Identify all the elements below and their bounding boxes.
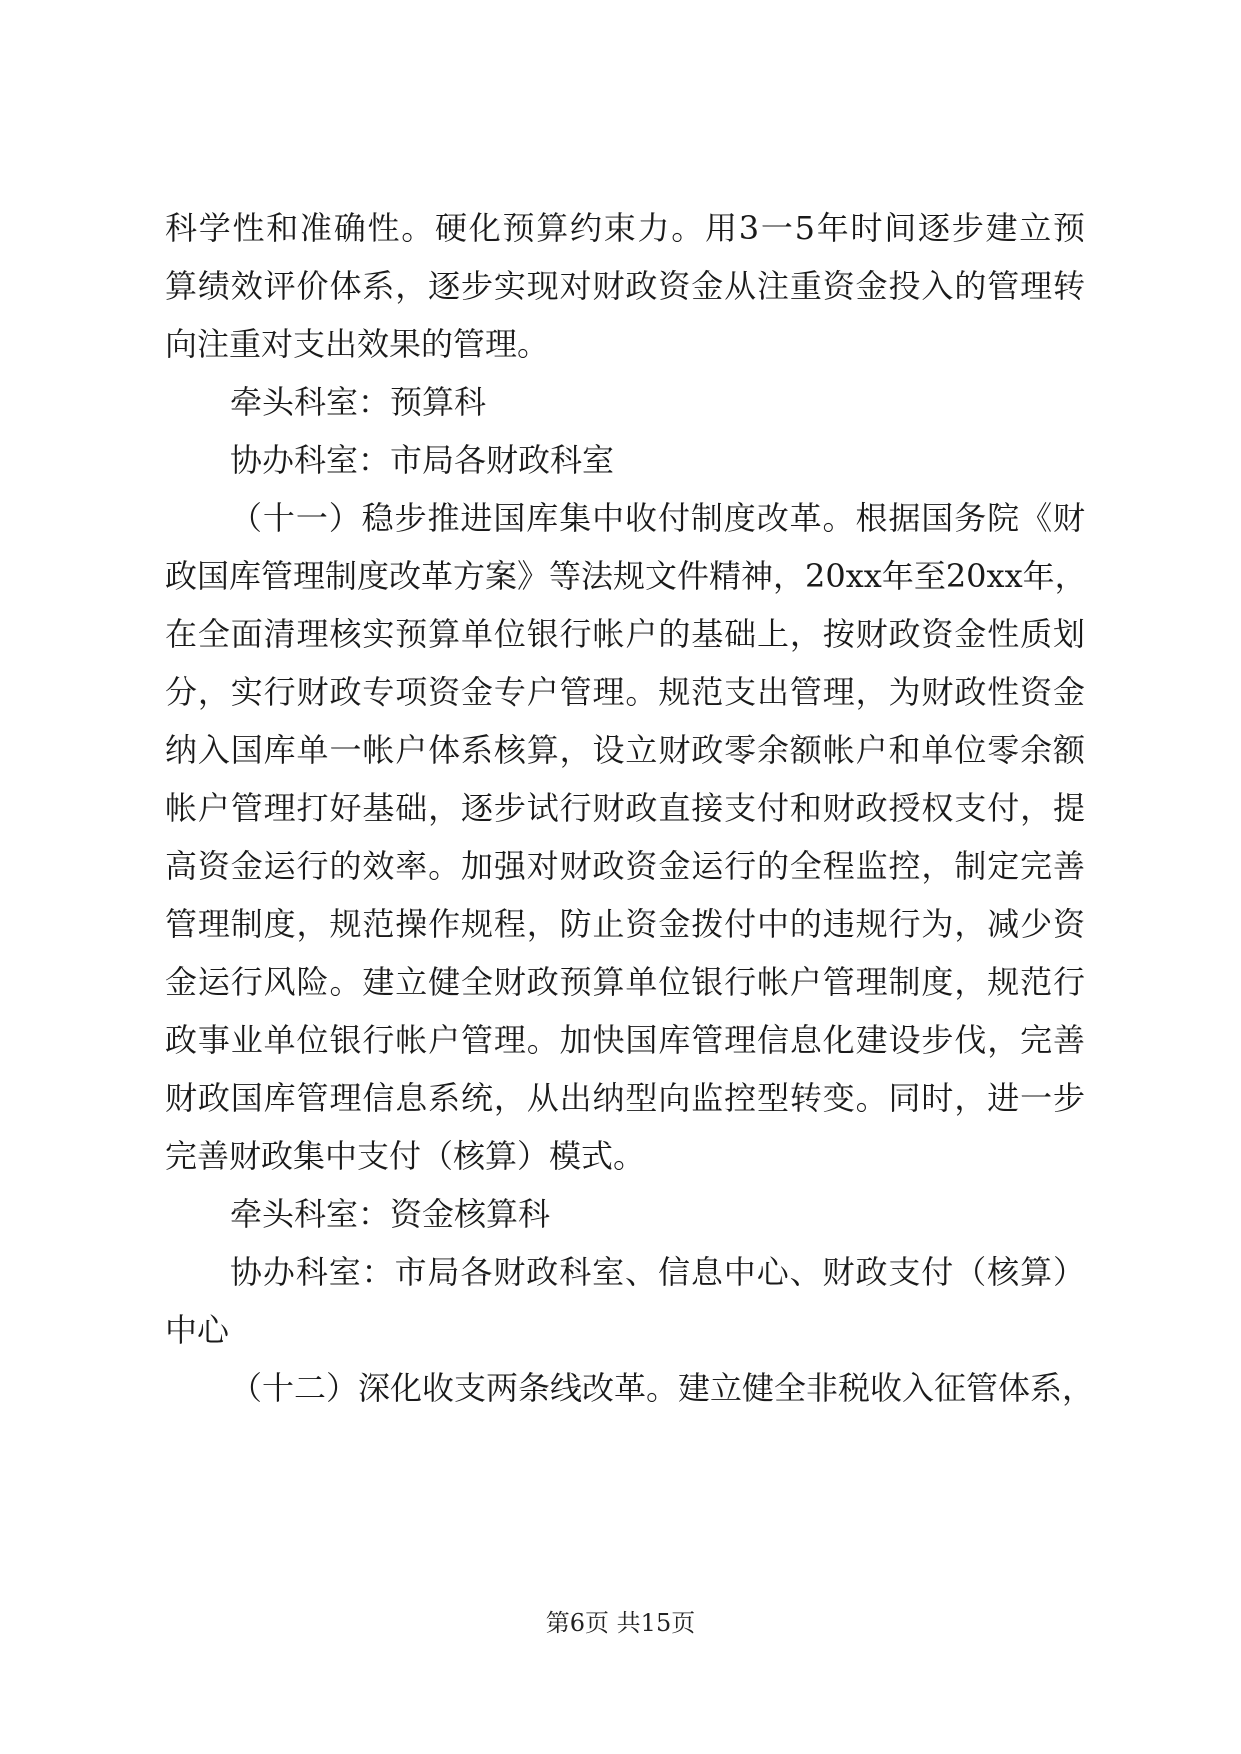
text-line: 分，实行财政专项资金专户管理。规范支出管理，为财政性资金	[165, 673, 1085, 711]
text-line: 财政国库管理信息系统，从出纳型向监控型转变。同时，进一步	[165, 1079, 1085, 1117]
text-line: 金运行风险。建立健全财政预算单位银行帐户管理制度，规范行	[165, 963, 1085, 1001]
text-line: 完善财政集中支付（核算）模式。	[165, 1137, 646, 1175]
text-line: 算绩效评价体系，逐步实现对财政资金从注重资金投入的管理转	[165, 267, 1085, 305]
lead-department-line: 牵头科室：资金核算科	[230, 1195, 551, 1233]
text-line: 中心	[165, 1311, 230, 1349]
lead-department-line: 牵头科室：预算科	[230, 383, 487, 421]
assist-department-line: 协办科室：市局各财政科室、信息中心、财政支付（核算）	[230, 1253, 1085, 1291]
text-line: 纳入国库单一帐户体系核算，设立财政零余额帐户和单位零余额	[165, 731, 1085, 769]
section-heading-line: （十一）稳步推进国库集中收付制度改革。根据国务院《财	[230, 499, 1085, 537]
text-line: 向注重对支出效果的管理。	[165, 325, 550, 363]
section-heading-line: （十二）深化收支两条线改革。建立健全非税收入征管体系，	[230, 1369, 1095, 1407]
text-line: 政事业单位银行帐户管理。加快国库管理信息化建设步伐，完善	[165, 1021, 1085, 1059]
text-line: 科学性和准确性。硬化预算约束力。用3一5年时间逐步建立预	[165, 209, 1085, 247]
page-number-footer: 第6页 共15页	[545, 1609, 696, 1637]
text-line: 帐户管理打好基础，逐步试行财政直接支付和财政授权支付，提	[165, 789, 1085, 827]
text-line: 在全面清理核实预算单位银行帐户的基础上，按财政资金性质划	[165, 615, 1085, 653]
text-line: 管理制度，规范操作规程，防止资金拨付中的违规行为，减少资	[165, 905, 1085, 943]
text-line: 政国库管理制度改革方案》等法规文件精神，20xx年至20xx年，	[165, 557, 1087, 595]
text-line: 高资金运行的效率。加强对财政资金运行的全程监控，制定完善	[165, 847, 1085, 885]
assist-department-line: 协办科室：市局各财政科室	[230, 441, 615, 479]
